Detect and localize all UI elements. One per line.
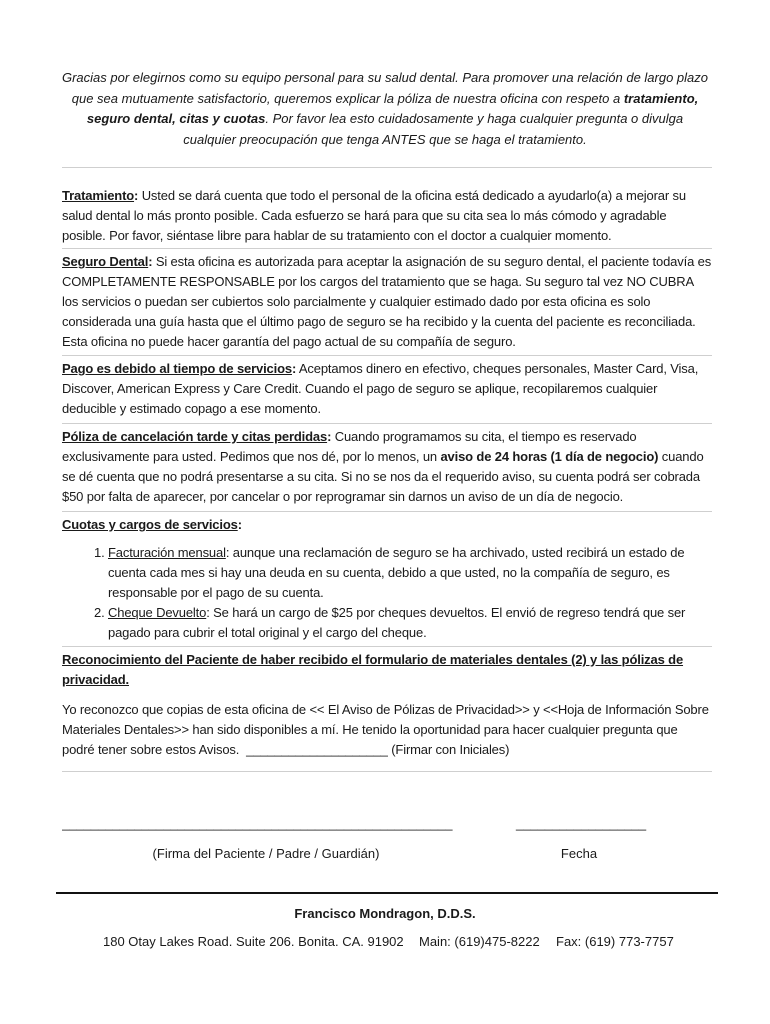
- divider: [62, 771, 712, 772]
- initials-blank[interactable]: ____________________: [246, 742, 388, 757]
- section-tratamiento: [62, 186, 712, 246]
- tratamiento-heading: Tratamiento: [62, 188, 135, 203]
- divider: [62, 646, 712, 647]
- intro-bold: tratamiento, seguro dental, citas y cuotas: [86, 90, 699, 126]
- tratamiento-body: Usted se dará cuenta que todo el personal de la oficina está dedicado a ayudarlo(a) a mejorar su salud dental lo más pronto posible. Cada esfuerzo se hará para que su cita sea lo más cómodo y agradable posible. Por favor, siéntase libre para hablar de su tratamiento con el doctor a cualquier momento.: [62, 188, 686, 243]
- office-address: 180 Otay Lakes Road. Suite 206. Bonita. CA. 91902: [103, 934, 404, 949]
- seguro-colon: :: [148, 254, 153, 269]
- cuotas-heading: Cuotas y cargos de servicios: [62, 517, 238, 532]
- fax-number: Fax: (619) 773-7757: [556, 934, 674, 949]
- list-item: [108, 603, 712, 643]
- cuotas-list: [62, 543, 712, 643]
- pago-heading: Pago es debido al tiempo de servicios: [62, 361, 292, 376]
- tratamiento-colon: :: [134, 188, 139, 203]
- section-seguro: [62, 252, 712, 352]
- list-item: [108, 543, 712, 603]
- reconocimiento-body: Yo reconozco que copias de esta oficina de << El Aviso de Pólizas de Privacidad>> y <<Hoja de Información Sobre Materiales Dentales>> han sido disponibles a mí. He tenido la oportunidad para hacer cualquier pregunta que podré tener sobre estos Avisos.: [62, 702, 709, 757]
- section-pago: [62, 359, 712, 419]
- seguro-body: Si esta oficina es autorizada para aceptar la asignación de su seguro dental, el paciente todavía es COMPLETAMENTE RESPONSABLE por los cargos del tratamiento que se haga. Su seguro tal vez NO CUBRA los servicios o puedan ser cubiertos solo parcialmente y cualquier estimado dado por esta oficina es solo considerada una guía hasta que el último pago de seguro se ha recibido y la cuenta del paciente es reconciliada. Esta oficina no puede hacer garantía del pago actual de su compañía de seguro.: [62, 254, 712, 349]
- divider: [62, 511, 712, 512]
- poliza-colon: :: [327, 429, 332, 444]
- poliza-body-bold: aviso de 24 horas (1 día de negocio): [440, 449, 659, 464]
- divider: [62, 167, 712, 168]
- reconocimiento-heading: Reconocimiento del Paciente de haber recibido el formulario de materiales dentales (2) y las pólizas de privacidad.: [62, 652, 684, 687]
- intro-text-1: Gracias por elegirnos como su equipo personal para su salud dental. Para promover una relación de largo plazo que sea mutuamente satisfactorio, queremos explicar la póliza de nuestra oficina con respeto a: [61, 70, 709, 106]
- divider: [62, 248, 712, 249]
- item-text: : aunque una reclamación de seguro se ha archivado, usted recibirá un estado de cuenta cada mes si hay una deuda en su cuenta, debido a que usted, no la compañía de seguro, es responsable por el pago de su cuenta.: [108, 545, 685, 600]
- section-poliza: [62, 427, 712, 507]
- section-reconocimiento: [62, 650, 712, 760]
- item-term: Facturación mensual: [108, 545, 226, 560]
- intro-text-2: . Por favor lea esto cuidadosamente y haga cualquier pregunta o divulga cualquier preocupación que tenga ANTES que se haga el tratamiento.: [183, 111, 684, 147]
- date-label: Fecha: [560, 846, 598, 861]
- divider: [62, 355, 712, 356]
- cuotas-colon: :: [237, 517, 242, 532]
- date-line[interactable]: __________________: [516, 816, 647, 831]
- intro-paragraph: [60, 68, 710, 150]
- main-phone: Main: (619)475-8222: [419, 934, 540, 949]
- divider: [62, 423, 712, 424]
- doctor-name: Francisco Mondragon, D.D.S.: [294, 906, 476, 921]
- poliza-body-1: Cuando programamos su cita, el tiempo es reservado exclusivamente para usted. Pedimos que nos dé, por lo menos, un: [62, 429, 637, 464]
- footer-rule: [56, 892, 718, 894]
- signature-line[interactable]: ______________________________________________________: [62, 816, 453, 831]
- poliza-heading: Póliza de cancelación tarde y citas perdidas: [62, 429, 328, 444]
- section-cuotas: [62, 515, 712, 643]
- item-term: Cheque Devuelto: [108, 605, 207, 620]
- signature-label: (Firma del Paciente / Padre / Guardián): [152, 846, 380, 861]
- pago-body: Aceptamos dinero en efectivo, cheques personales, Master Card, Visa, Discover, American Express y Care Credit. Cuando el pago de seguro se aplique, recopilaremos cualquier deducible y estimado copago a ese momento.: [62, 361, 699, 416]
- item-text: : Se hará un cargo de $25 por cheques devueltos. El envió de regreso tendrá que ser pagado para cubrir el total original y el cargo del cheque.: [108, 605, 686, 640]
- seguro-heading: Seguro Dental: [62, 254, 149, 269]
- pago-colon: :: [291, 361, 297, 376]
- poliza-body-2: cuando se dé cuenta que no podrá presentarse a su cita. Si no se nos da el requerido aviso, su cuenta podrá ser cobrada $50 por falta de aparecer, por cancelar o por reprogramar sin darnos un aviso de un día de negocio.: [62, 449, 704, 504]
- initials-label: (Firmar con Iniciales): [391, 742, 510, 757]
